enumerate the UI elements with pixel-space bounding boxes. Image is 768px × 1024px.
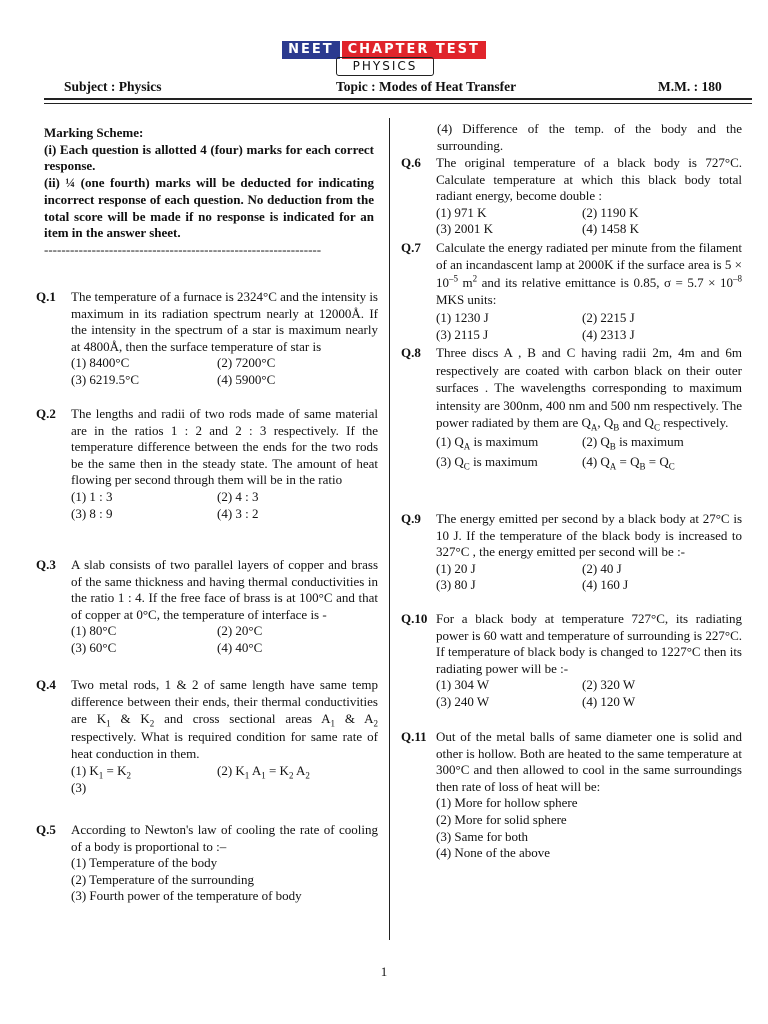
question-number: Q.10 [401, 611, 428, 626]
option-3: (3) 2001 K [436, 221, 494, 237]
max-marks-label: M.M. : 180 [658, 79, 722, 94]
option-1: (1) Temperature of the body [71, 855, 218, 871]
question-number: Q.6 [401, 155, 421, 170]
option-3: (3) $Q_C$ is maximum [436, 453, 538, 472]
question-text: Out of the metal balls of same diameter one is solid and other is hollow. Both are heated to the same temperature at 300°C and then allowed to cool in the same surroundings then rate of loss of heat will be: [436, 729, 742, 794]
question-2 [36, 406, 378, 522]
question-options [71, 355, 378, 388]
option-2: (2) $K_1$ $A_1 = K_2$ $A_2$ [217, 763, 310, 781]
question-text: For a black body at temperature 727°C, its radiating power is 60 watt and temperature of surrounding is 227°C. If temperature of black body is changed to 1227°C then its radiating power will be :- [436, 611, 742, 676]
option-4: (4) 120 W [582, 693, 636, 709]
question-text: Two metal rods, 1 & 2 of same length have same temp difference between their ends, their thermal conductivities are $K_1$ & $K_2$ and cross sectional areas $A_1$ & $A_2$ respectively. What is required condition for same rate of heat conduction in them. [71, 677, 379, 761]
option-1: (1) 1230 J [436, 309, 489, 325]
option-4: (4) None of the above [436, 845, 551, 861]
question-number: Q.3 [36, 557, 56, 572]
question-text: A slab consists of two parallel layers of copper and brass of the same thickness and having thermal conductivities in the ratio 1 : 4. If the free face of brass is at 100°C and that of copper at 0°C, the temperature of interface is - [71, 557, 378, 622]
option-1: (1) 80°C [71, 623, 117, 639]
marking-scheme-title: Marking Scheme: [44, 125, 144, 140]
question-5 [36, 822, 378, 905]
question-5-option-4: (4) Difference of the temp. of the body and the surrounding. [437, 121, 742, 153]
option-2: (2) 1190 K [582, 204, 639, 220]
option-3: (3) 6219.5°C [71, 371, 140, 387]
topic-label: Topic : Modes of Heat Transfer [336, 79, 517, 94]
question-options [436, 432, 742, 472]
column-divider [389, 118, 390, 940]
question-text: According to Newton's law of cooling the rate of cooling of a body is proportional to :– [71, 822, 378, 854]
option-2: (2) $Q_B$ is maximum [582, 433, 684, 452]
option-3: (3) 2115 J [436, 327, 489, 343]
question-number: Q.7 [401, 240, 421, 255]
option-1: (1) 971 K [436, 204, 487, 220]
option-4: (4) 5900°C [217, 371, 276, 387]
option-3: (3) 8 : 9 [71, 505, 113, 521]
question-options [71, 489, 378, 522]
option-2: (2) 7200°C [217, 355, 276, 371]
option-4: (4) 3 : 2 [217, 505, 259, 521]
question-text: Calculate the energy radiated per minute from the filament of an incandascent lamp at 2000K if the surface area is $5 \times 10^{-5}$ $m^2$ and its relative emittance is 0.85, $\sigma = 5.7 \times 10^{-8}$ MKS units: [436, 240, 742, 308]
option-1: (1) 8400°C [71, 355, 130, 371]
option-2: (2) More for solid sphere [436, 811, 567, 827]
question-options [436, 561, 742, 594]
question-number: Q.5 [36, 822, 56, 837]
option-3: (3) 240 W [436, 693, 490, 709]
subject-label: Subject : Physics [64, 79, 162, 94]
header-rule-bottom [44, 103, 752, 104]
question-number: Q.4 [36, 677, 56, 692]
question-options [71, 623, 378, 656]
option-3: (3) Fourth power of the temperature of body [71, 888, 302, 904]
option-4: (4) $Q_A = Q_B = Q_C$ [582, 453, 675, 472]
option-1: (1) $K_1 = K_2$ [71, 763, 132, 781]
option-4: (4) 40°C [217, 639, 263, 655]
option-2: (2) Temperature of the surrounding [71, 871, 254, 887]
question-6 [401, 155, 742, 238]
logo-neet: NEET [282, 41, 340, 59]
option-2: (2) 320 W [582, 677, 636, 693]
option-3: (3) 80 J [436, 577, 476, 593]
question-text: Three discs A , B and C having radii 2m, 4m and 6m respectively are coated with carbon black on their outer surfaces . The wavelengths corresponding to maximum intensity are 300nm, 400 nm and 500 nm respectively. The power radiated by them are $Q_A$, $Q_B$ and $Q_C$ respectively. [436, 345, 742, 433]
question-11 [401, 729, 742, 862]
question-options [436, 677, 742, 710]
question-4 [36, 676, 378, 796]
question-options [436, 205, 742, 238]
question-number: Q.2 [36, 406, 56, 421]
marking-scheme-divider: ---------------------------------------------------------------- [44, 241, 322, 257]
option-1: (1) More for hollow sphere [436, 795, 578, 811]
question-options [436, 309, 742, 344]
neet-chapter-test-logo [0, 38, 768, 59]
option-2: (2) 4 : 3 [217, 488, 259, 504]
question-options [71, 762, 378, 796]
question-text: The original temperature of a black body is 727°C. Calculate temperature at which this black body total radiant energy, become double : [436, 155, 742, 204]
option-4: (4) 1458 K [582, 221, 640, 237]
option-4: (4) 2313 J [582, 327, 635, 343]
page-number: 1 [380, 964, 388, 979]
option-1: (1) 304 W [436, 677, 490, 693]
option-3: (3) [71, 780, 87, 796]
option-2: (2) 40 J [582, 560, 622, 576]
logo-chapter-test: CHAPTER TEST [342, 41, 486, 59]
question-text: The temperature of a furnace is 2324°C and the intensity is maximum in its radiation spectrum nearly at 12000Å. If the intensity in the spectrum of a star is maximum nearly at 4800Å, then the surface temperature of star is [71, 289, 378, 354]
marking-scheme-line-2: (ii) ¼ (one fourth) marks will be deducted for indicating incorrect response of each question. No deduction from the total score will be made if no response is indicated for an item in the answer sheet. [44, 175, 374, 241]
option-1: (1) 1 : 3 [71, 488, 113, 504]
question-9 [401, 511, 742, 594]
option-2: (2) 20°C [217, 623, 263, 639]
question-8 [401, 344, 742, 472]
option-1: (1) $Q_A$ is maximum [436, 433, 539, 452]
question-1 [36, 289, 378, 389]
marking-scheme-line-1: (i) Each question is allotted 4 (four) marks for each correct response. [44, 141, 374, 174]
logo-physics: PHYSICS [336, 57, 434, 76]
question-text: The lengths and radii of two rods made of same material are in the ratios 1 : 2 and 2 : 3 respectively. If the temperature difference between the ends for the two rods be the same then in the steady state. The amount of heat flowing per second through them will be in the ratio [71, 406, 378, 488]
option-3: (3) Same for both [436, 828, 529, 844]
question-7 [401, 239, 742, 343]
question-10 [401, 611, 742, 711]
option-3: (3) 60°C [71, 639, 117, 655]
option-4: (4) 160 J [582, 577, 629, 593]
question-3 [36, 557, 378, 657]
option-1: (1) 20 J [436, 560, 476, 576]
marking-scheme [44, 125, 374, 259]
question-number: Q.1 [36, 289, 56, 304]
question-text: The energy emitted per second by a black body at 27°C is 10 J. If the temperature of the black body is increased to 327°C , the energy emitted per second will be :- [436, 511, 742, 560]
header-rule-top [44, 98, 752, 100]
question-number: Q.11 [401, 729, 427, 744]
question-number: Q.8 [401, 345, 421, 360]
option-2: (2) 2215 J [582, 309, 635, 325]
question-number: Q.9 [401, 511, 421, 526]
